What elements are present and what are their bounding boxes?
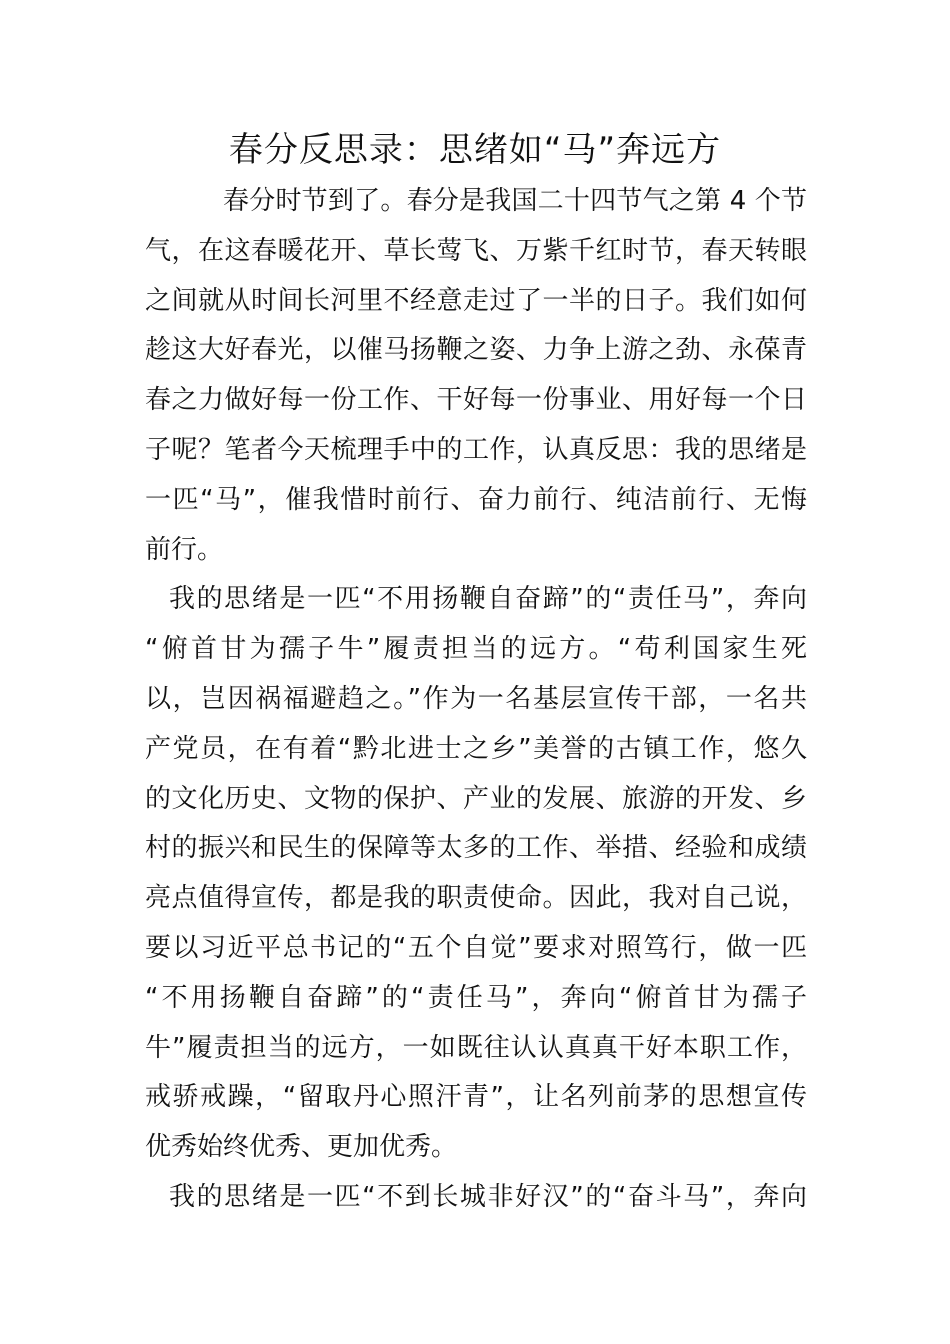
text-line: 村的振兴和民生的保障等太多的工作、举措、经验和成绩 <box>145 833 807 864</box>
document-title: 春分反思录：思绪如“马”奔远方 <box>228 130 722 170</box>
text-line: 产党员，在有着“黔北进士之乡”美誉的古镇工作，悠久 <box>145 733 807 764</box>
text-line: “不用扬鞭自奋蹄”的“责任马”，奔向“俯首甘为孺子 <box>145 982 807 1013</box>
text-line: 优秀始终优秀、更加优秀。 <box>145 1132 458 1163</box>
text-line: 春分时节到了。春分是我国二十四节气之第 4 个节 <box>223 186 807 216</box>
text-line: 亮点值得宣传，都是我的职责使命。因此，我对自己说， <box>145 883 807 914</box>
text-line: 我的思绪是一匹“不到长城非好汉”的“奋斗马”，奔向 <box>169 1181 807 1212</box>
text-line: 牛”履责担当的远方，一如既往认认真真干好本职工作， <box>145 1032 807 1063</box>
text-line: 趁这大好春光，以催马扬鞭之姿、力争上游之劲、永葆青 <box>145 335 807 366</box>
text-line: 以，岂因祸福避趋之。”作为一名基层宣传干部，一名共 <box>145 683 807 714</box>
text-line: 春之力做好每一份工作、干好每一份事业、用好每一个日 <box>145 385 807 416</box>
text-line: “俯首甘为孺子牛”履责担当的远方。“苟利国家生死 <box>145 634 807 665</box>
text-line: 要以习近平总书记的“五个自觉”要求对照笃行，做一匹 <box>145 932 807 963</box>
text-line: 戒骄戒躁，“留取丹心照汗青”，让名列前茅的思想宣传 <box>145 1082 807 1113</box>
text-line: 的文化历史、文物的保护、产业的发展、旅游的开发、乡 <box>145 783 807 814</box>
text-line: 气，在这春暖花开、草长莺飞、万紫千红时节，春天转眼 <box>145 235 807 266</box>
text-line: 子呢？笔者今天梳理手中的工作，认真反思：我的思绪是 <box>145 434 807 465</box>
text-line: 前行。 <box>145 534 224 565</box>
document-body <box>145 177 807 1223</box>
text-line: 一匹“马”，催我惜时前行、奋力前行、纯洁前行、无悔 <box>145 484 807 515</box>
text-line: 之间就从时间长河里不经意走过了一半的日子。我们如何 <box>145 285 807 316</box>
text-line: 我的思绪是一匹“不用扬鞭自奋蹄”的“责任马”，奔向 <box>169 584 807 615</box>
